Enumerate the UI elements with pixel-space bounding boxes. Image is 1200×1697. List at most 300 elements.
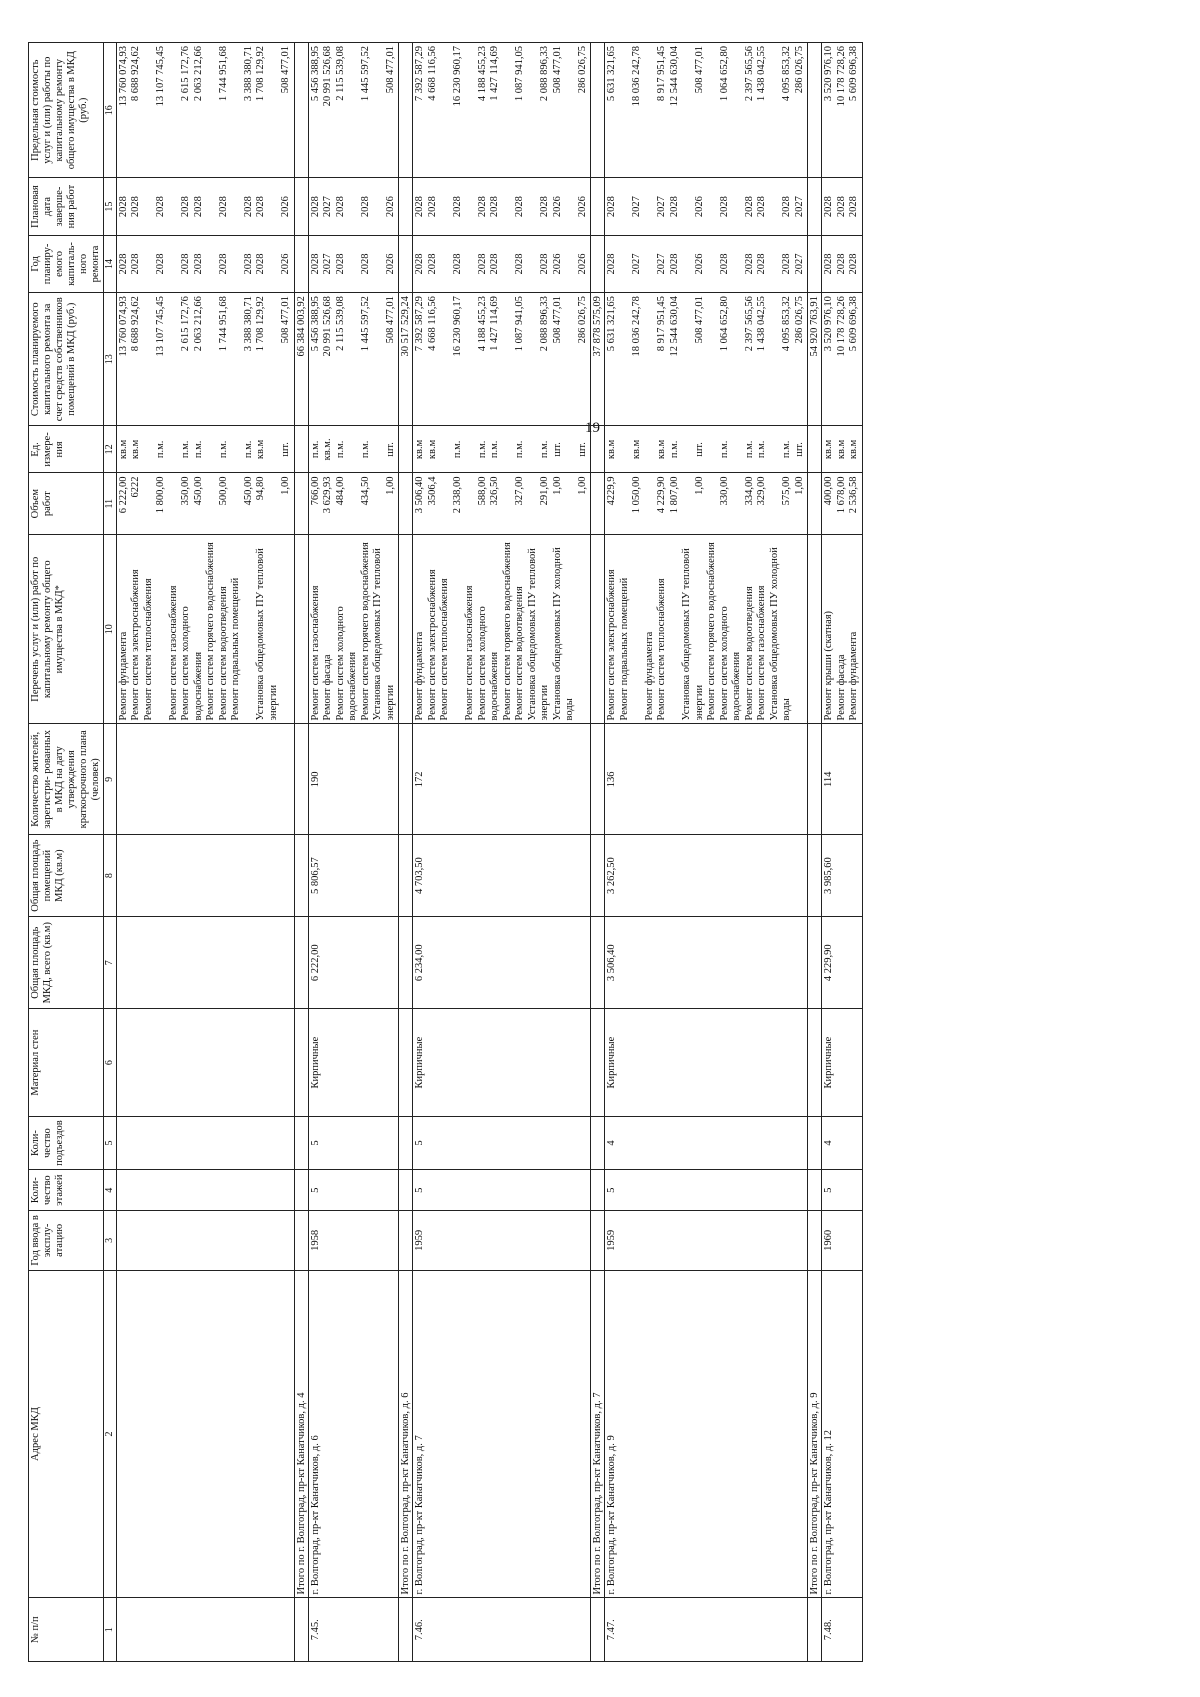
work-item: Ремонт фундамента — [643, 631, 655, 721]
unit-line: кв.м — [606, 439, 618, 460]
finish-date-line — [439, 181, 452, 231]
unit-line — [706, 429, 719, 469]
residents: 190 — [308, 724, 399, 835]
repair-year-line — [731, 239, 744, 289]
entrances: 4 — [822, 1116, 863, 1169]
finish-date-line: 2028 — [781, 196, 793, 218]
empty-cell — [399, 1009, 413, 1117]
volume-line: 1 807,00 — [668, 476, 680, 514]
column-number: 11 — [104, 473, 117, 534]
unit-line: п.м. — [781, 440, 793, 459]
volume-line — [464, 476, 477, 530]
total-row — [399, 43, 413, 1662]
cost-line — [143, 296, 156, 422]
finish-date-line — [268, 181, 281, 231]
works-list — [605, 534, 808, 724]
house-address: г. Волгоград, пр-кт Канатчиков, д. 7 — [413, 1270, 591, 1598]
empty-cell — [399, 235, 413, 292]
unit-line: шт. — [793, 442, 805, 457]
repair-year-line: 2028 — [117, 253, 129, 275]
unit-line — [439, 429, 452, 469]
empty-cell — [294, 1211, 308, 1270]
empty-cell — [808, 1009, 822, 1117]
wall-material: Кирпичные — [822, 1009, 863, 1117]
cost-line: 1 087 941,05 — [514, 296, 526, 352]
floors: 5 — [822, 1170, 863, 1211]
finish-date-line: 2028 — [242, 196, 254, 218]
column-header: Общая площадь МКД, всего (кв.м) — [29, 917, 104, 1009]
column-number: 3 — [104, 1211, 117, 1270]
unit-line: п.м. — [539, 440, 551, 459]
house-address: г. Волгоград, пр-кт Канатчиков, д. 12 — [822, 1270, 863, 1598]
unit-line: кв.м — [426, 439, 438, 460]
cost-line: 1 708 129,92 — [255, 296, 267, 352]
empty-cell — [399, 426, 413, 473]
volume-line: 1,00 — [280, 476, 292, 495]
total-cost: 30 517 529,24 — [399, 293, 413, 426]
cost-line: 18 036 242,78 — [631, 296, 643, 357]
finish-date-line: 2028 — [192, 196, 204, 218]
work-item: Ремонт систем горячего водоснабжения — [706, 542, 718, 721]
empty-cell — [116, 1270, 294, 1598]
cost-line: 2 397 565,56 — [743, 296, 755, 352]
area-total: 4 229,90 — [822, 917, 863, 1009]
work-item: Ремонт систем газоснабжения — [167, 585, 179, 721]
column-number: 10 — [104, 534, 117, 724]
cost-line: 10 178 728,26 — [835, 296, 847, 357]
volume-line: 484,00 — [334, 476, 346, 506]
empty-cell — [294, 1598, 308, 1662]
limit-cost-line — [268, 46, 281, 174]
empty-cell — [294, 473, 308, 534]
repair-year-line: 2028 — [334, 253, 346, 275]
finish-date-line: 2026 — [280, 196, 292, 218]
empty-cell — [808, 43, 822, 178]
area-rooms: 3 985,60 — [822, 835, 863, 917]
volume — [605, 473, 808, 534]
volume — [116, 473, 294, 534]
finish-date-line: 2027 — [322, 196, 334, 218]
cost-line — [347, 296, 360, 422]
cost-line: 1 427 114,69 — [489, 296, 501, 351]
cost-line: 1 445 597,52 — [359, 296, 371, 352]
finish-date-line — [205, 181, 218, 231]
floors: 5 — [605, 1170, 808, 1211]
volume — [822, 473, 863, 534]
finish-date-line — [644, 181, 657, 231]
repair-year-line — [564, 239, 577, 289]
repair-year-line: 2028 — [359, 253, 371, 275]
volume-line: 6 222,00 — [117, 476, 129, 514]
build-year: 1959 — [413, 1211, 591, 1270]
repair-year — [116, 235, 294, 292]
volume-line: 3 506,40 — [414, 476, 426, 514]
finish-date-line: 2028 — [155, 196, 167, 218]
cost — [605, 293, 808, 426]
unit-line — [268, 429, 281, 469]
unit-line — [168, 429, 181, 469]
unit-line: п.м. — [217, 440, 229, 459]
volume-line — [681, 476, 694, 530]
empty-cell — [808, 235, 822, 292]
repair-year-line — [372, 239, 385, 289]
unit-line: шт. — [551, 442, 563, 457]
volume-line: 588,00 — [476, 476, 488, 506]
cost-line — [644, 296, 657, 422]
repair-year-line: 2028 — [539, 253, 551, 275]
work-item: Установка общедомовых ПУ холодной воды — [768, 547, 793, 721]
limit-cost-line: 2 088 896,33 — [539, 46, 551, 102]
repair-year-line: 2028 — [823, 253, 835, 275]
column-number: 1 — [104, 1598, 117, 1662]
work-item: Ремонт систем теплоснабжения — [656, 578, 668, 721]
limit-cost-line: 3 388 380,71 — [242, 46, 254, 102]
table-header-row — [29, 43, 104, 1662]
row-number: 7.45. — [308, 1598, 399, 1662]
volume-line — [564, 476, 577, 530]
work-item: Ремонт фундамента — [848, 631, 860, 721]
empty-cell — [399, 1598, 413, 1662]
repair-year-line: 2028 — [242, 253, 254, 275]
work-item: Ремонт систем холодного водоснабжения — [718, 606, 743, 721]
empty-cell — [591, 1211, 605, 1270]
limit-cost-line: 1 438 042,55 — [756, 46, 768, 102]
limit-cost-line — [502, 46, 515, 174]
repair-year-line — [143, 239, 156, 289]
work-item: Ремонт фасада — [835, 654, 847, 721]
finish-date-line: 2028 — [823, 196, 835, 218]
empty-cell — [808, 426, 822, 473]
column-number: 12 — [104, 426, 117, 473]
cost-line: 16 230 960,17 — [451, 296, 463, 357]
build-year: 1958 — [308, 1211, 399, 1270]
empty-cell — [591, 534, 605, 724]
cost-line: 5 456 388,95 — [309, 296, 321, 352]
volume-line — [731, 476, 744, 530]
column-number: 6 — [104, 1009, 117, 1117]
empty-cell — [116, 1211, 294, 1270]
unit-line: шт. — [693, 442, 705, 457]
empty-cell — [591, 235, 605, 292]
finish-date-line: 2028 — [130, 196, 142, 218]
table-row — [413, 43, 591, 1662]
cost-line: 5 631 321,65 — [606, 296, 618, 352]
unit-line: п.м. — [192, 440, 204, 459]
limit-cost-line: 4 188 455,23 — [476, 46, 488, 102]
empty-cell — [116, 1598, 294, 1662]
limit-cost-line — [439, 46, 452, 174]
limit-cost-line: 7 392 587,29 — [414, 46, 426, 102]
volume-line — [168, 476, 181, 530]
limit-cost-line: 1 427 114,69 — [489, 46, 501, 101]
unit-line: п.м. — [359, 440, 371, 459]
limit-cost-line: 13 107 745,45 — [155, 46, 167, 107]
unit-line — [347, 429, 360, 469]
repair-year-line — [168, 239, 181, 289]
unit-line: шт. — [384, 442, 396, 457]
volume-line: 1,00 — [576, 476, 588, 495]
finish-date — [413, 178, 591, 235]
column-number: 4 — [104, 1170, 117, 1211]
finish-date-line: 2028 — [489, 196, 501, 218]
repair-year-line — [268, 239, 281, 289]
empty-cell — [591, 473, 605, 534]
finish-date-line: 2028 — [539, 196, 551, 218]
finish-date-line: 2028 — [426, 196, 438, 218]
cost-line — [731, 296, 744, 422]
finish-date-line: 2028 — [756, 196, 768, 218]
work-item: Ремонт систем холодного водоснабжения — [476, 606, 501, 721]
limit-cost-line: 1 708 129,92 — [255, 46, 267, 102]
limit-cost-line — [143, 46, 156, 174]
volume-line — [439, 476, 452, 530]
limit-cost-line: 3 520 976,10 — [823, 46, 835, 102]
empty-cell — [116, 724, 294, 835]
repair-year — [308, 235, 399, 292]
unit-line: п.м. — [514, 440, 526, 459]
work-item: Установка общедомовых ПУ тепловой энергии — [526, 548, 551, 721]
repair-year-line: 2028 — [514, 253, 526, 275]
residents: 136 — [605, 724, 808, 835]
unit-line: кв.м. — [322, 438, 334, 461]
limit-cost-line: 5 609 696,38 — [848, 46, 860, 102]
entrances: 4 — [605, 1116, 808, 1169]
total-cost: 54 920 763,91 — [808, 293, 822, 426]
finish-date — [308, 178, 399, 235]
unit-line: п.м. — [155, 440, 167, 459]
limit-cost-line: 1 445 597,52 — [359, 46, 371, 102]
limit-cost-line: 4 095 853,32 — [781, 46, 793, 102]
repair-year-line — [644, 239, 657, 289]
works-list — [116, 534, 294, 724]
repair-year-line: 2028 — [180, 253, 192, 275]
cost-line — [769, 296, 782, 422]
volume-line: 3 629,93 — [322, 476, 334, 514]
column-number: 15 — [104, 178, 117, 235]
volume — [308, 473, 399, 534]
finish-date-line: 2028 — [414, 196, 426, 218]
limit-cost — [413, 43, 591, 178]
row-number: 7.47. — [605, 1598, 808, 1662]
finish-date-line: 2028 — [743, 196, 755, 218]
column-number: 16 — [104, 43, 117, 178]
limit-cost — [605, 43, 808, 178]
limit-cost-line — [205, 46, 218, 174]
empty-cell — [808, 1170, 822, 1211]
volume-line — [372, 476, 385, 530]
repair-year-line — [619, 239, 632, 289]
works-list — [308, 534, 399, 724]
limit-cost-line — [464, 46, 477, 174]
work-item: Ремонт подвальных помещений — [230, 577, 242, 721]
limit-cost-line: 508 477,01 — [551, 46, 563, 94]
column-header: Материал стен — [29, 1009, 104, 1117]
finish-date-line: 2028 — [180, 196, 192, 218]
limit-cost — [116, 43, 294, 178]
unit-line: п.м. — [743, 440, 755, 459]
residents: 114 — [822, 724, 863, 835]
volume-line: 4 229,90 — [656, 476, 668, 514]
work-item: Установка общедомовых ПУ тепловой энергии — [681, 548, 705, 721]
cost-line — [439, 296, 452, 422]
cost-line — [372, 296, 385, 422]
unit-line: шт. — [576, 442, 588, 457]
finish-date-line — [464, 181, 477, 231]
volume-line: 291,00 — [539, 476, 551, 506]
cost-line: 4 188 455,23 — [476, 296, 488, 352]
unit-line: п.м. — [180, 440, 192, 459]
unit-line: кв.м — [835, 439, 847, 460]
cost-line: 1 064 652,80 — [718, 296, 730, 352]
unit-line — [644, 429, 657, 469]
finish-date-line: 2026 — [693, 196, 705, 218]
limit-cost-line: 1 087 941,05 — [514, 46, 526, 102]
finish-date-line: 2026 — [551, 196, 563, 218]
unit-line: п.м. — [242, 440, 254, 459]
unit-line: кв.м — [848, 439, 860, 460]
finish-date-line: 2028 — [514, 196, 526, 218]
page-number: 19 — [585, 420, 600, 436]
repair-year-line: 2028 — [743, 253, 755, 275]
empty-cell — [591, 724, 605, 835]
repair-year — [605, 235, 808, 292]
cost-line: 1 744 951,68 — [217, 296, 229, 352]
empty-cell — [294, 1009, 308, 1117]
finish-date — [605, 178, 808, 235]
unit-line: кв.м — [255, 439, 267, 460]
limit-cost-line — [168, 46, 181, 174]
cost — [308, 293, 399, 426]
empty-cell — [399, 1170, 413, 1211]
empty-cell — [399, 473, 413, 534]
work-item — [155, 538, 168, 721]
column-number: 13 — [104, 293, 117, 426]
house-address: г. Волгоград, пр-кт Канатчиков, д. 9 — [605, 1270, 808, 1598]
work-item: Ремонт систем горячего водоснабжения — [501, 542, 513, 721]
column-header: Плановая дата заверше- ния работ — [29, 178, 104, 235]
column-header: Коли- чество подъездов — [29, 1116, 104, 1169]
finish-date-line — [706, 181, 719, 231]
column-header: Объем работ — [29, 473, 104, 534]
volume-line: 6222 — [130, 476, 142, 498]
work-item: Ремонт систем газоснабжения — [309, 585, 321, 721]
repair-year-line: 2026 — [576, 253, 588, 275]
unit-line — [230, 429, 243, 469]
limit-cost-line: 508 477,01 — [693, 46, 705, 94]
limit-cost-line: 10 178 728,26 — [835, 46, 847, 107]
repair-year-line — [502, 239, 515, 289]
repair-year-line: 2028 — [489, 253, 501, 275]
volume-line — [502, 476, 515, 530]
volume-line: 434,50 — [359, 476, 371, 506]
column-number-row — [104, 43, 117, 1662]
finish-date-line: 2026 — [384, 196, 396, 218]
area-total: 3 506,40 — [605, 917, 808, 1009]
empty-cell — [591, 1170, 605, 1211]
unit-line: кв.м — [656, 439, 668, 460]
empty-cell — [808, 178, 822, 235]
repair-year-line: 2028 — [718, 253, 730, 275]
finish-date-line — [502, 181, 515, 231]
cost — [413, 293, 591, 426]
empty-cell — [294, 426, 308, 473]
repair-year-line: 2028 — [255, 253, 267, 275]
limit-cost-line: 18 036 242,78 — [631, 46, 643, 107]
floors: 5 — [308, 1170, 399, 1211]
repair-year-line: 2028 — [155, 253, 167, 275]
unit-line: п.м. — [718, 440, 730, 459]
area-rooms: 3 262,50 — [605, 835, 808, 917]
finish-date-line: 2027 — [793, 196, 805, 218]
empty-cell — [294, 235, 308, 292]
repair-year-line — [769, 239, 782, 289]
volume-line — [527, 476, 540, 530]
unit — [413, 426, 591, 473]
row-number: 7.46. — [413, 1598, 591, 1662]
volume-line: 1 800,00 — [155, 476, 167, 514]
work-item — [452, 538, 465, 721]
empty-cell — [399, 1116, 413, 1169]
volume-line: 1 678,00 — [835, 476, 847, 514]
cost-line — [681, 296, 694, 422]
finish-date-line — [527, 181, 540, 231]
unit-line: п.м. — [756, 440, 768, 459]
empty-cell — [591, 835, 605, 917]
area-total: 6 234,00 — [413, 917, 591, 1009]
cost-line — [464, 296, 477, 422]
column-number: 2 — [104, 1270, 117, 1598]
empty-cell — [399, 917, 413, 1009]
repair-year-line — [527, 239, 540, 289]
empty-cell — [591, 1116, 605, 1169]
works-list — [822, 534, 863, 724]
work-item: Ремонт систем электроснабжения — [130, 569, 142, 721]
column-header: № п/п — [29, 1598, 104, 1662]
work-item — [243, 538, 256, 721]
entrances: 5 — [413, 1116, 591, 1169]
limit-cost-line: 2 615 172,76 — [180, 46, 192, 102]
empty-cell — [116, 835, 294, 917]
repair-year-line — [230, 239, 243, 289]
volume-line: 450,00 — [242, 476, 254, 506]
works-list — [413, 534, 591, 724]
total-label: Итого по г. Волгоград, пр-кт Канатчиков, д. 7 — [591, 1270, 605, 1598]
unit — [822, 426, 863, 473]
work-item: Установка общедомовых ПУ холодной воды — [551, 547, 576, 721]
empty-cell — [808, 1116, 822, 1169]
cost-line — [619, 296, 632, 422]
empty-cell — [294, 178, 308, 235]
empty-cell — [591, 1009, 605, 1117]
limit-cost-line: 508 477,01 — [280, 46, 292, 94]
volume — [413, 473, 591, 534]
repair-year-line: 2028 — [848, 253, 860, 275]
area-rooms: 4 703,50 — [413, 835, 591, 917]
unit-line — [143, 429, 156, 469]
repair-year-line: 2028 — [309, 253, 321, 275]
cost-line: 4 095 853,32 — [781, 296, 793, 352]
repair-year-line: 2027 — [322, 253, 334, 275]
column-header: Адрес МКД — [29, 1270, 104, 1598]
repair-year-line: 2028 — [414, 253, 426, 275]
work-item: Ремонт фундамента — [117, 631, 129, 721]
unit-line: п.м. — [668, 440, 680, 459]
cost-line: 508 477,01 — [280, 296, 292, 344]
column-number: 7 — [104, 917, 117, 1009]
total-cost: 66 384 003,92 — [294, 293, 308, 426]
limit-cost-line: 2 063 212,66 — [192, 46, 204, 102]
build-year: 1959 — [605, 1211, 808, 1270]
